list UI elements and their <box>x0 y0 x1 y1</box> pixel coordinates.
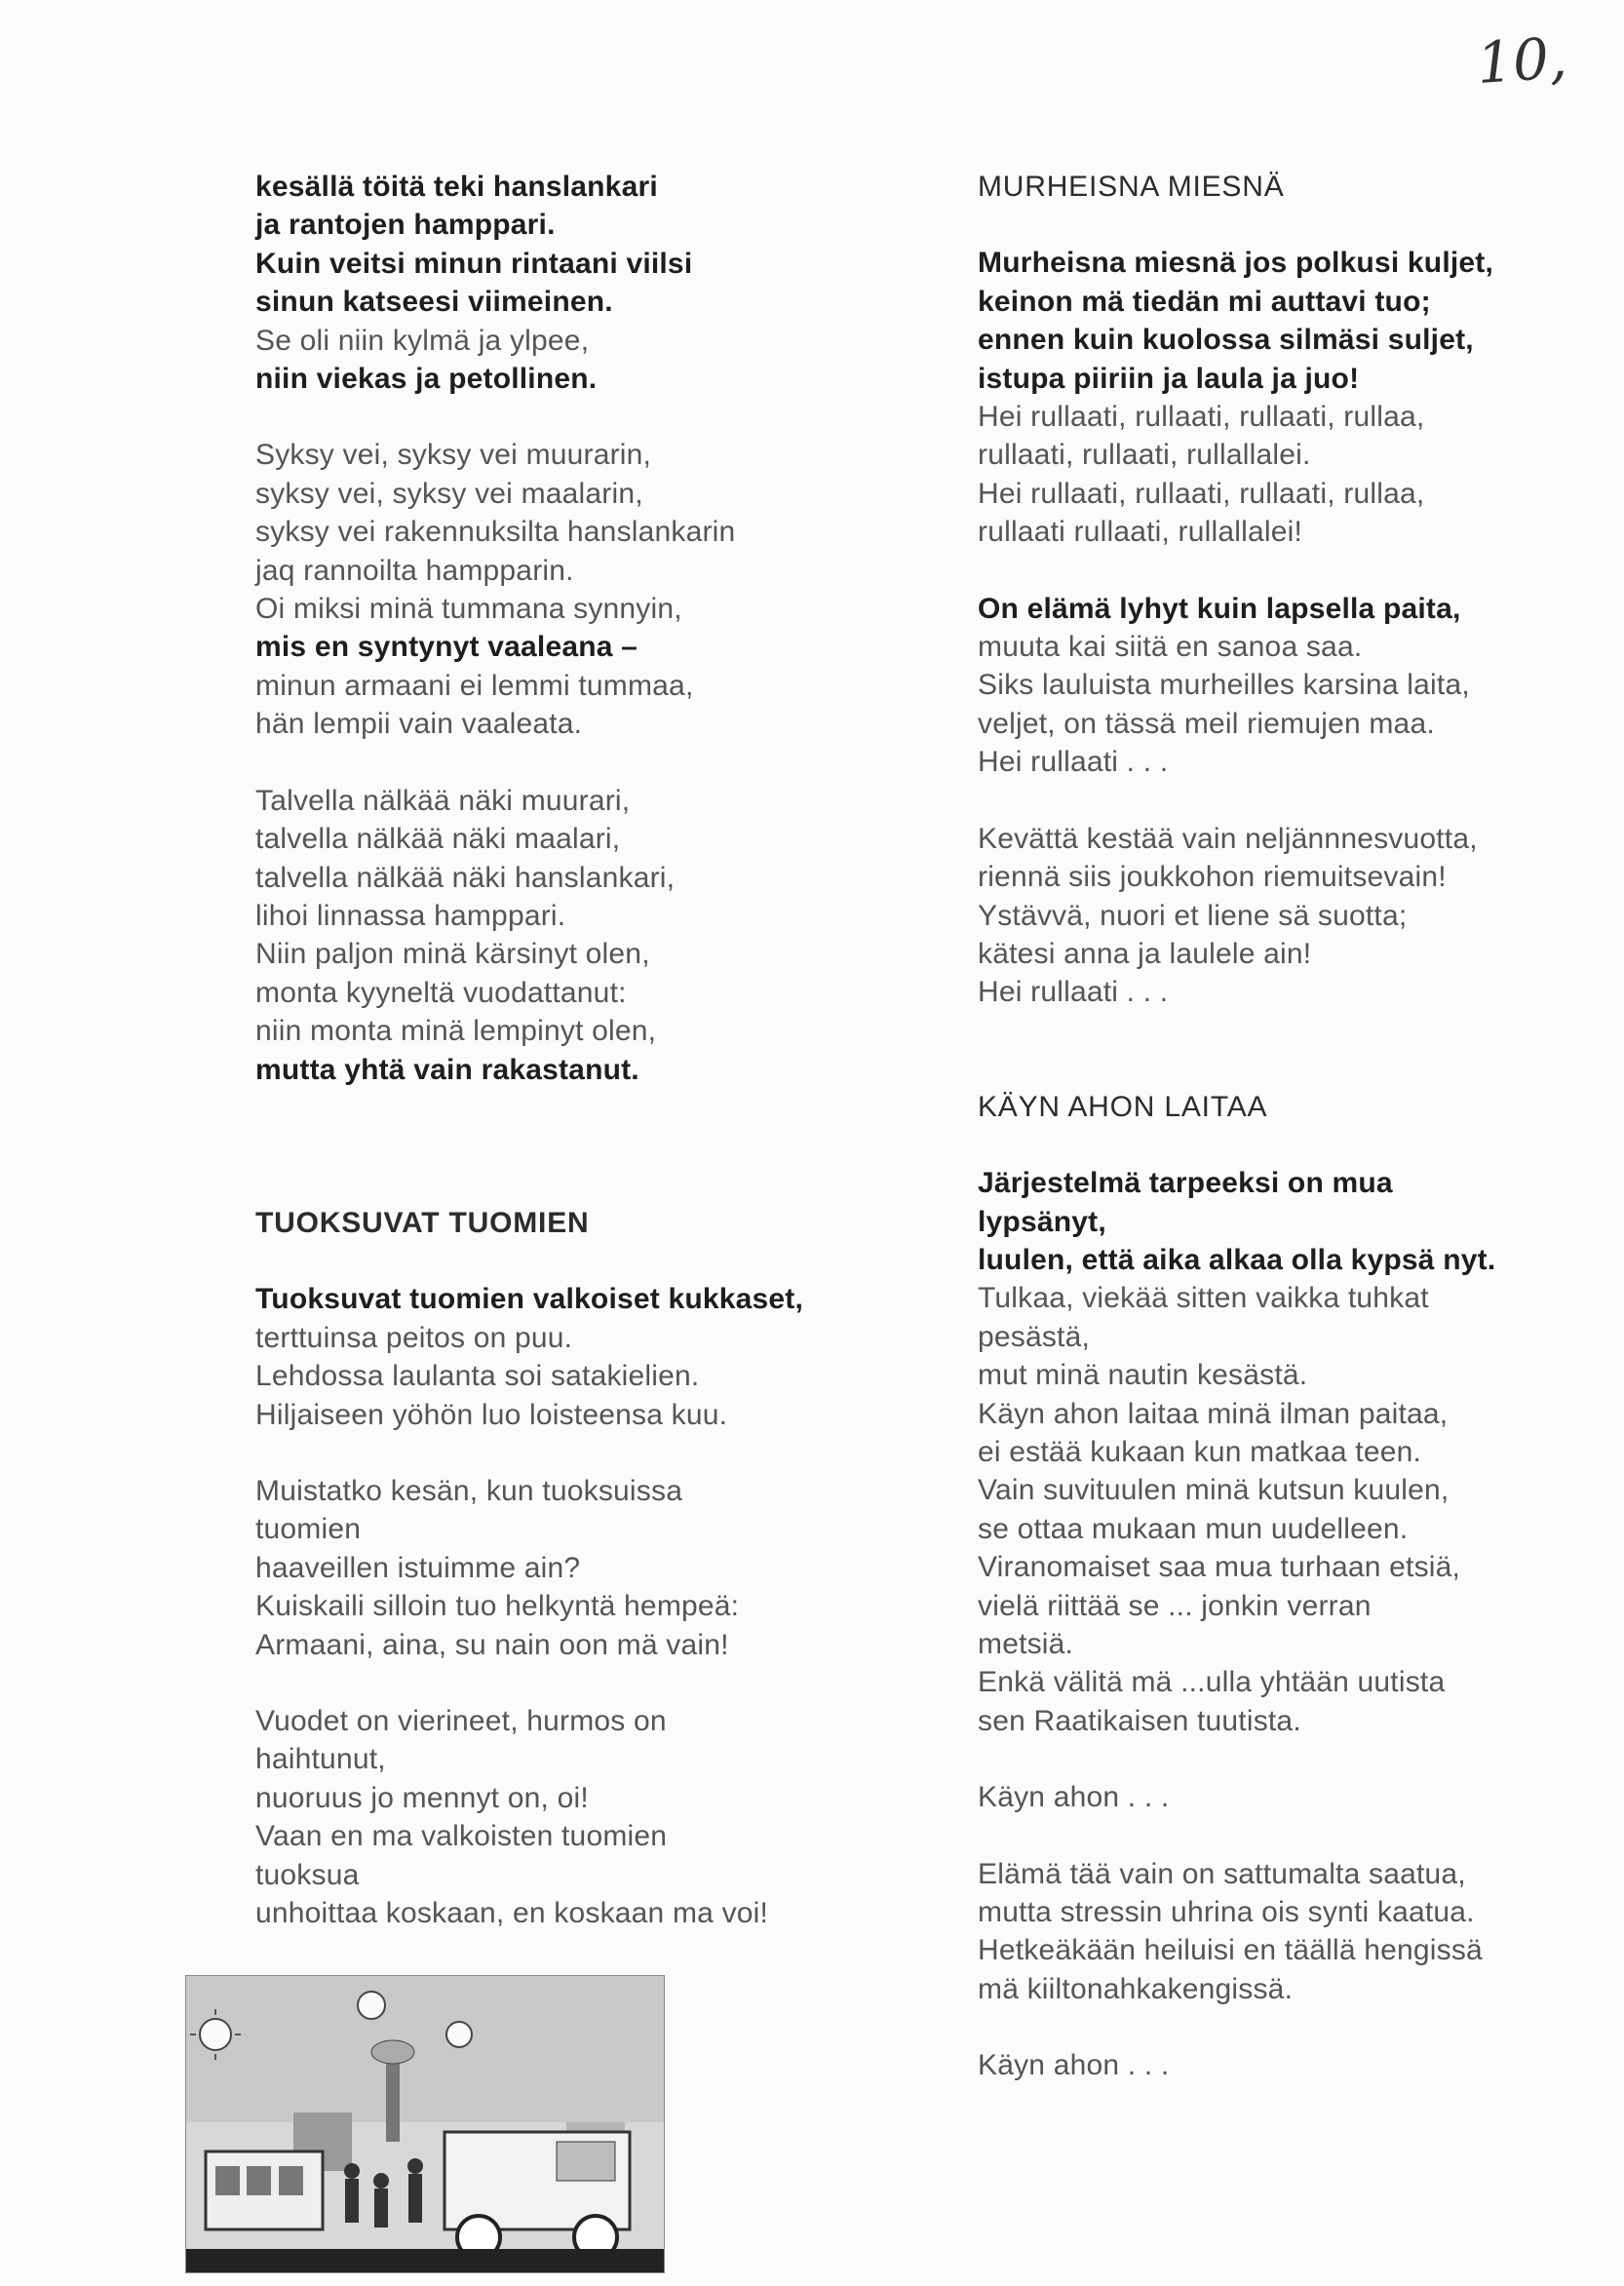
poem-line: Kuiskaili silloin tuo helkyntä hempeä: <box>255 1590 740 1623</box>
poem-line: Vuodet on vierineet, hurmos on <box>255 1705 667 1737</box>
poem-line: Siks lauluista murheilles karsina laita, <box>978 669 1470 702</box>
poem-line: tuomien <box>255 1513 362 1546</box>
verse-block <box>255 1472 938 1664</box>
poem-line: Niin paljon minä kärsinyt olen, <box>255 938 650 971</box>
chorus-reference: Käyn ahon . . . <box>978 1781 1170 1814</box>
poem-line: minun armaani ei lemmi tummaa, <box>255 669 694 702</box>
poem-line: Hei rullaati . . . <box>978 746 1169 779</box>
poem-line: Hiljaiseen yöhön luo loisteensa kuu. <box>255 1398 728 1431</box>
poem-line: lihoi linnassa hamppari. <box>255 899 566 932</box>
verse-block <box>978 820 1602 1012</box>
poem-line: hän lempii vain vaaleata. <box>255 708 583 741</box>
poem-line: sinun katseesi viimeinen. <box>255 286 613 319</box>
chorus-reference: Käyn ahon . . . <box>978 2049 1170 2082</box>
poem-line: Järjestelmä tarpeeksi on mua <box>978 1167 1393 1200</box>
poem-line: mutta yhtä vain rakastanut. <box>255 1053 639 1086</box>
poem-line: Hei rullaati, rullaati, rullaati, rullaa, <box>978 477 1425 510</box>
poem-line: talvella nälkää näki maalari, <box>255 823 621 856</box>
poem-line: tuoksua <box>255 1858 360 1891</box>
poem-line: Armaani, aina, su nain oon mä vain! <box>255 1628 729 1661</box>
poem-line: sen Raatikaisen tuutista. <box>978 1704 1301 1737</box>
poem-line: nuoruus jo mennyt on, oi! <box>255 1781 589 1814</box>
poem-line: rullaati, rullaati, rullallalei. <box>978 439 1311 472</box>
poem-line: metsiä. <box>978 1628 1074 1660</box>
poem-line: terttuinsa peitos on puu. <box>255 1321 573 1354</box>
poem-line: niin monta minä lempinyt olen, <box>255 1015 657 1048</box>
poem-line: Hei rullaati . . . <box>978 976 1169 1009</box>
verse-block <box>255 1702 938 1932</box>
song-title: KÄYN AHON LAITAA <box>978 1090 1268 1123</box>
poem-line: ennen kuin kuolossa silmäsi suljet, <box>978 324 1474 357</box>
poem-line: haihtunut, <box>255 1743 386 1776</box>
poem-line: istupa piiriin ja laula ja juo! <box>978 362 1360 395</box>
poem-line: ja rantojen hamppari. <box>255 209 556 242</box>
poem-line: Kuin veitsi minun rintaani viilsi <box>255 247 693 280</box>
poem-line: se ottaa mukaan mun uudelleen. <box>978 1512 1409 1545</box>
left-column <box>255 168 938 1932</box>
poem-line: mutta stressin uhrina ois synti kaatua. <box>978 1896 1475 1929</box>
poem-line: kätesi anna ja laulele ain! <box>978 937 1312 970</box>
poem-line: Hetkeäkään heiluisi en täällä hengissä <box>978 1934 1483 1967</box>
poem-line: haaveillen istuimme ain? <box>255 1551 581 1584</box>
poem-line: monta kyyneltä vuodattanut: <box>255 976 627 1009</box>
poem-line: pesästä, <box>978 1320 1091 1353</box>
poem-line: syksy vei, syksy vei maalarin, <box>255 477 643 510</box>
poem-line: On elämä lyhyt kuin lapsella paita, <box>978 592 1461 625</box>
street-scene-illustration <box>185 1975 665 2273</box>
verse-block <box>255 1280 938 1434</box>
poem-line: ei estää kukaan kun matkaa teen. <box>978 1435 1422 1468</box>
song-title: TUOKSUVAT TUOMIEN <box>255 1206 590 1239</box>
verse-block <box>255 436 938 743</box>
verse-block <box>255 168 938 398</box>
poem-line: unhoittaa koskaan, en koskaan ma voi! <box>255 1897 769 1930</box>
poem-line: veljet, on tässä meil riemujen maa. <box>978 707 1435 740</box>
verse-block <box>978 590 1602 782</box>
poem-line: Käyn ahon laitaa minä ilman paitaa, <box>978 1397 1449 1430</box>
poem-line: lypsänyt, <box>978 1205 1106 1238</box>
poem-line: Oi miksi minä tummana synnyin, <box>255 593 682 626</box>
poem-line: keinon mä tiedän mi auttavi tuo; <box>978 285 1431 318</box>
poem-line: Muistatko kesän, kun tuoksuissa <box>255 1474 683 1507</box>
song-title: MURHEISNA MIESNÄ <box>978 171 1285 203</box>
poem-line: muuta kai siitä en sanoa saa. <box>978 631 1363 664</box>
poem-line: Kevättä kestää vain neljännnesvuotta, <box>978 822 1478 855</box>
poem-line: Enkä välitä mä ...ulla yhtään uutista <box>978 1666 1446 1699</box>
poem-line: niin viekas ja petollinen. <box>255 363 598 396</box>
poem-line: Lehdossa laulanta soi satakielien. <box>255 1360 700 1393</box>
poem-line: Syksy vei, syksy vei muurarin, <box>255 439 652 472</box>
poem-line: jaq rannoilta hampparin. <box>255 554 574 587</box>
poem-line: talvella nälkää näki hanslankari, <box>255 861 676 894</box>
poem-line: Ystävvä, nuori et liene sä suotta; <box>978 899 1408 932</box>
page-number: 10, <box>1474 23 1569 97</box>
verse-block <box>255 782 938 1089</box>
poem-line: mä kiiltonahkakengissä. <box>978 1972 1294 2005</box>
poem-line: Vaan en ma valkoisten tuomien <box>255 1820 668 1853</box>
poem-line: mis en syntynyt vaaleana – <box>255 631 638 664</box>
poem-line: Elämä tää vain on sattumalta saatua, <box>978 1857 1466 1890</box>
poem-line: luulen, että aika alkaa olla kypsä nyt. <box>978 1243 1496 1276</box>
verse-block <box>978 1164 1602 1740</box>
poem-line: rullaati rullaati, rullallalei! <box>978 516 1303 549</box>
poem-line: Murheisna miesnä jos polkusi kuljet, <box>978 247 1494 280</box>
poem-line: kesällä töitä teki hanslankari <box>255 171 658 203</box>
poem-line: Hei rullaati, rullaati, rullaati, rullaa, <box>978 401 1425 434</box>
poem-line: Vain suvituulen minä kutsun kuulen, <box>978 1474 1450 1507</box>
verse-block <box>978 1855 1602 2009</box>
poem-line: Tuoksuvat tuomien valkoiset kukkaset, <box>255 1283 804 1316</box>
poem-line: vielä riittää se ... jonkin verran <box>978 1589 1372 1622</box>
right-column <box>978 168 1602 2085</box>
poem-line: Se oli niin kylmä ja ylpee, <box>255 324 590 357</box>
poem-line: Talvella nälkää näki muurari, <box>255 784 631 817</box>
poem-line: riennä siis joukkohon riemuitsevain! <box>978 861 1447 894</box>
verse-block <box>978 244 1602 551</box>
poem-line: Tulkaa, viekää sitten vaikka tuhkat <box>978 1282 1429 1315</box>
poem-line: mut minä nautin kesästä. <box>978 1359 1308 1392</box>
poem-line: syksy vei rakennuksilta hanslankarin <box>255 516 736 549</box>
poem-line: Viranomaiset saa mua turhaan etsiä, <box>978 1551 1461 1584</box>
